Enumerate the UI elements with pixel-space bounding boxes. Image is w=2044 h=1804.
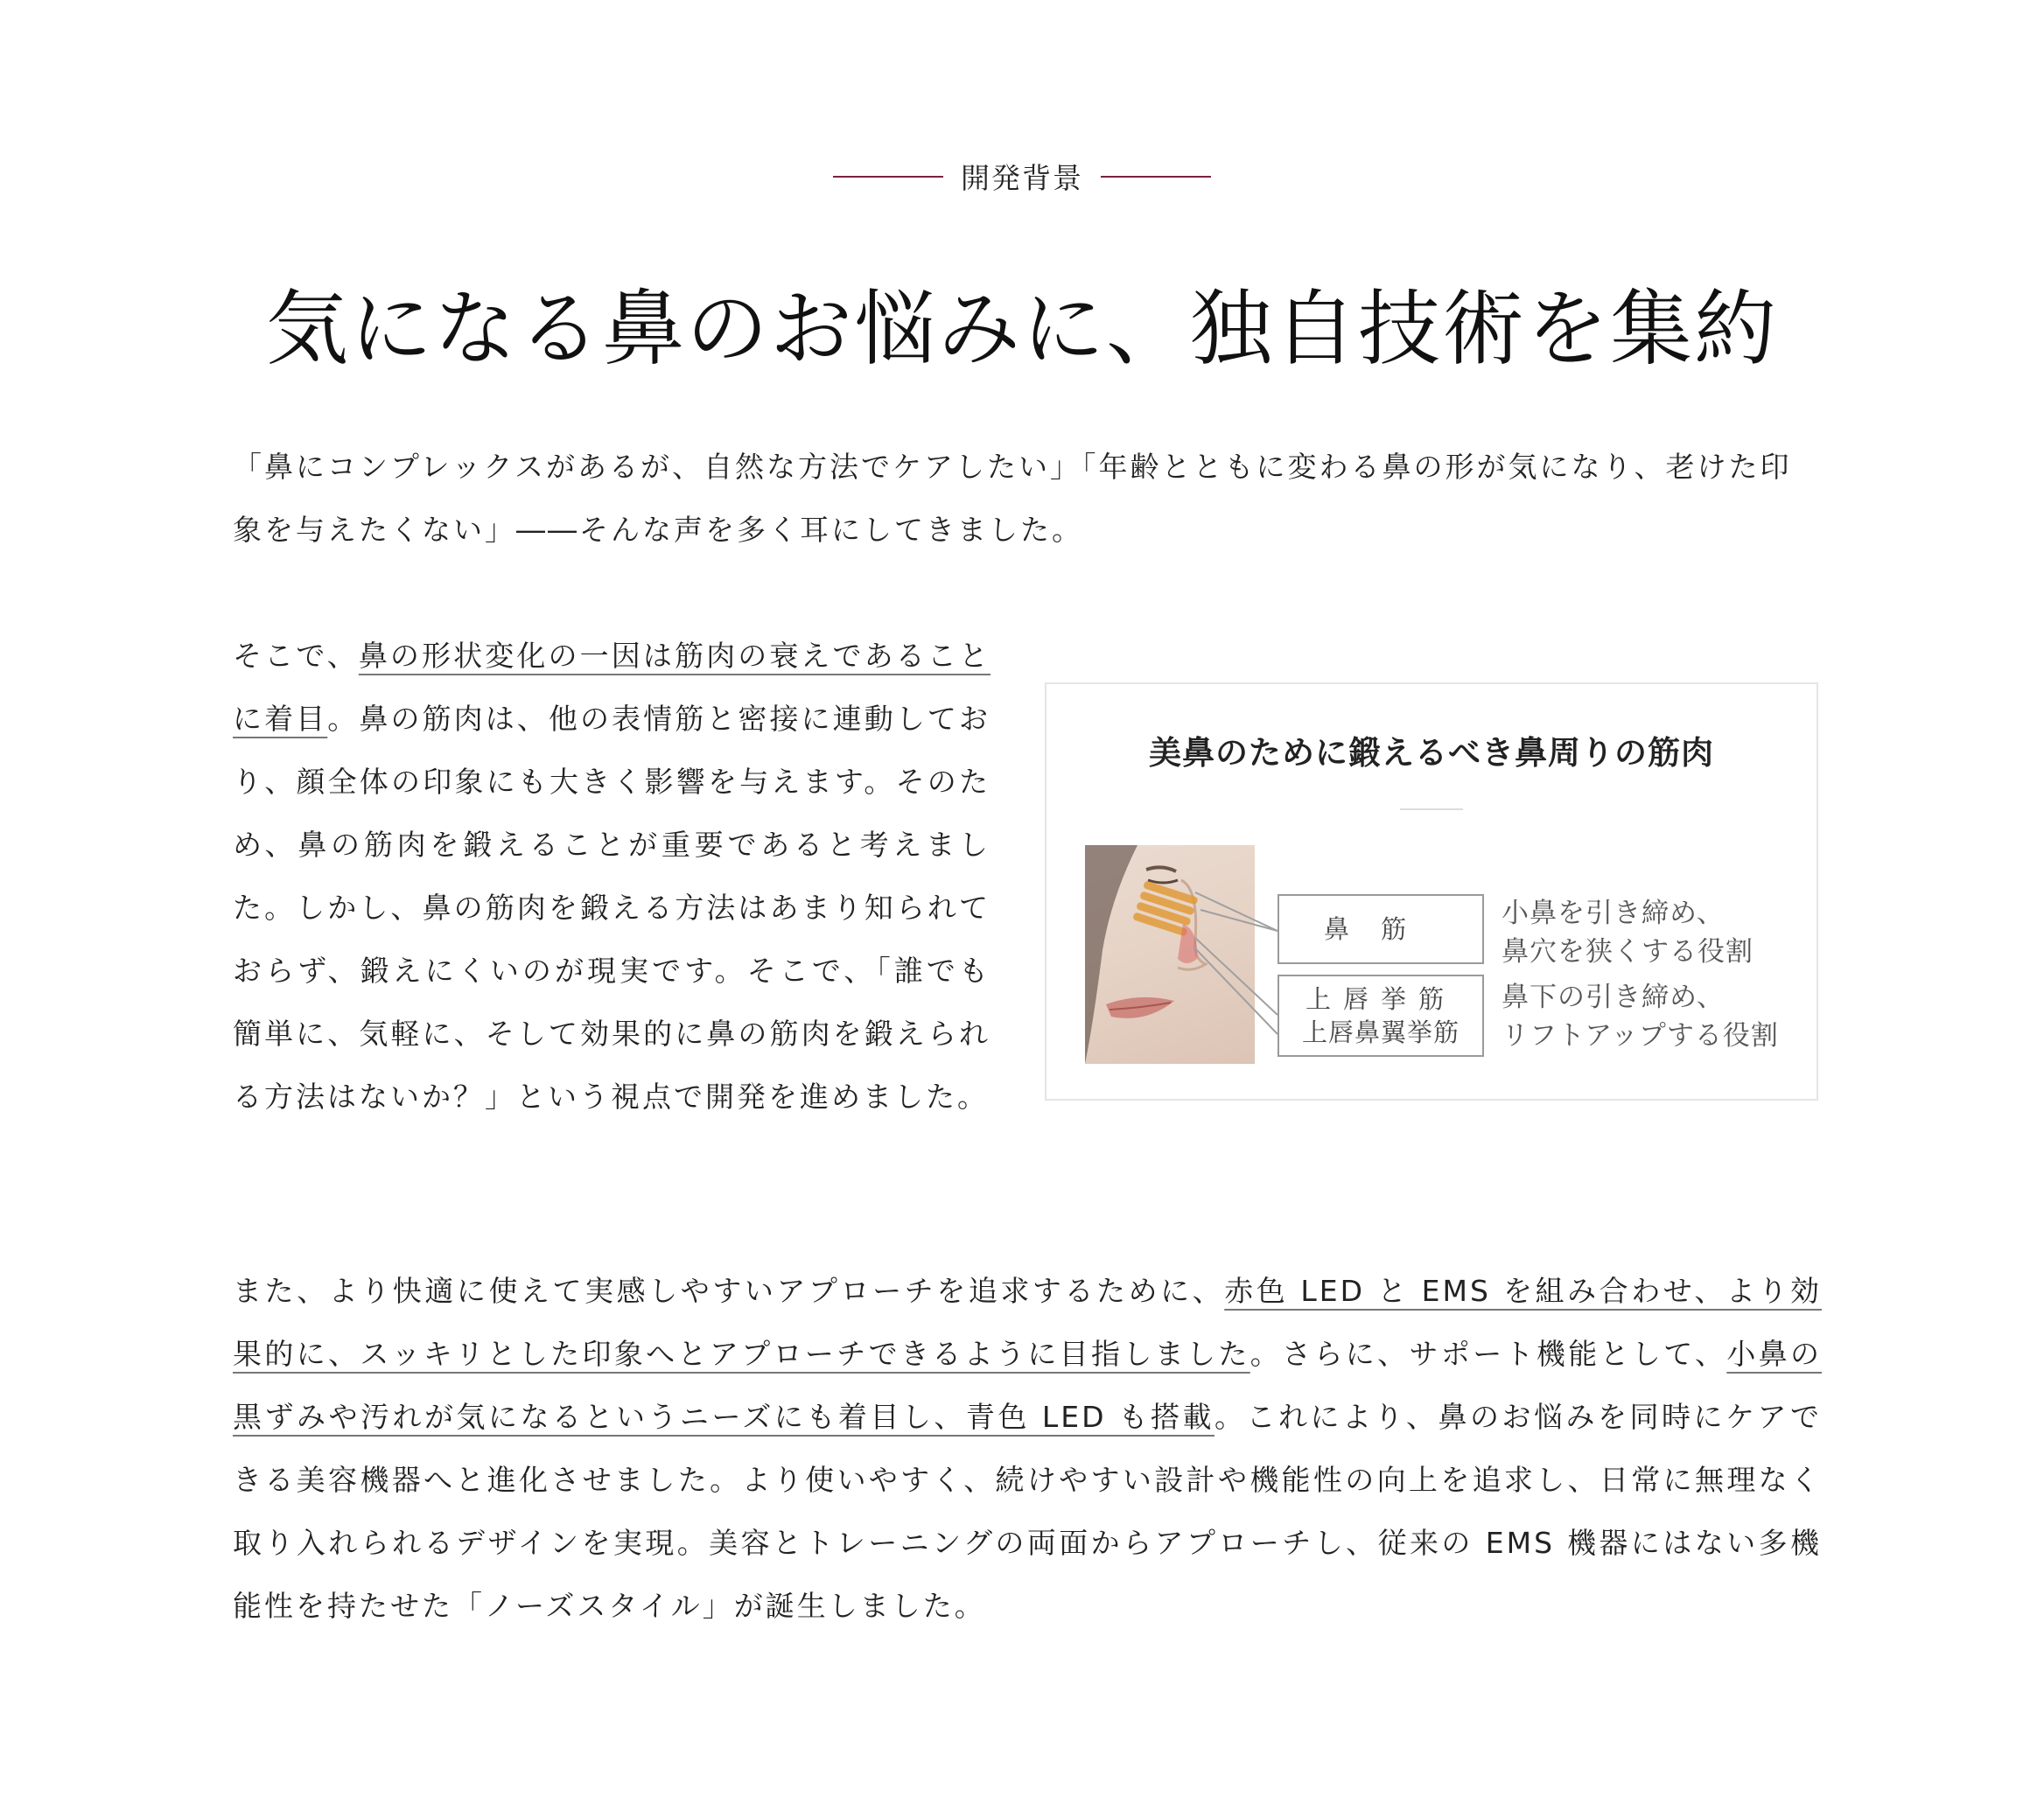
levator-description — [1502, 978, 1779, 1055]
background-highlight: 鼻の形状変化の一因は筋肉の衰えであることに着目 — [233, 639, 991, 736]
figure-title: 美鼻のために鍛えるべき鼻周りの筋肉 — [1149, 734, 1714, 772]
nasalis-label-box — [1278, 894, 1484, 964]
section-label-right-line — [1101, 176, 1211, 178]
nasalis-desc-line1: 小鼻を引き締め、 — [1502, 898, 1725, 929]
development-highlight-1: 赤色 LED と EMS を組み合わせ、より効果的に、スッキリとした印象へとアプローチできるように目指しました — [233, 1274, 1823, 1371]
figure-divider — [1400, 808, 1463, 810]
levator-desc-line1: 鼻下の引き締め、 — [1502, 982, 1725, 1013]
development-text-1: また、より快適に使えて実感しやすいアプローチを追求するために、 — [233, 1274, 1225, 1308]
page-headline: 気になる鼻のお悩みに、独自技術を集約 — [265, 282, 1778, 377]
face-illustration-svg — [1085, 845, 1255, 1064]
face-illustration — [1085, 845, 1255, 1064]
levator-label-line1: 上唇挙筋 — [1305, 984, 1456, 1014]
development-text-3: 。これにより、鼻のお悩みを同時にケアできる美容機器へと進化させました。より使いやすく、続けやすい設計や機能性の向上を追求し、日常に無理なく取り入れられるデザインを実現。美容とトレーニングの両面からアプローチし、従来の EMS 機器にはない多機能性を持たせた「ノーズスタイル」が誕生しました。 — [233, 1400, 1822, 1623]
background-text-after: 。鼻の筋肉は、他の表情筋と密接に連動しており、顔全体の印象にも大きく影響を与えます。そのため、鼻の筋肉を鍛えることが重要であると考えました。しかし、鼻の筋肉を鍛える方法はあまり知られておらず、鍛えにくいのが現実です。そこで、「誰でも簡単に、気軽に、そして効果的に鼻の筋肉を鍛えられる方法はないか？」という視点で開発を進めました。 — [233, 702, 991, 1114]
development-text-2: 。さらに、サポート機能として、 — [1250, 1337, 1727, 1371]
section-label — [0, 156, 2044, 197]
levator-label-line2: 上唇鼻翼挙筋 — [1301, 1017, 1460, 1047]
muscle-figure-card — [1045, 682, 1818, 1101]
development-paragraph — [233, 1260, 1822, 1638]
levator-label-box — [1278, 975, 1484, 1057]
intro-text: 「鼻にコンプレックスがあるが、自然な方法でケアしたい」「年齢とともに変わる鼻の形が気になり、老けた印象を与えたくない」――そんな声を多く耳にしてきました。 — [233, 450, 1792, 547]
nasalis-description — [1502, 894, 1754, 971]
nasalis-desc-line2: 鼻穴を狭くする役割 — [1502, 936, 1754, 968]
development-highlight-2: 小鼻の黒ずみや汚れが気になるというニーズにも着目し、青色 LED も搭載 — [233, 1337, 1823, 1434]
section-label-left-line — [833, 176, 943, 178]
section-label-text: 開発背景 — [961, 161, 1083, 195]
levator-desc-line2: リフトアップする役割 — [1502, 1020, 1779, 1052]
background-paragraph — [233, 625, 990, 1129]
intro-paragraph — [233, 436, 1822, 562]
background-text-before: そこで、 — [233, 639, 359, 673]
nasalis-label: 鼻筋 — [1323, 914, 1438, 944]
